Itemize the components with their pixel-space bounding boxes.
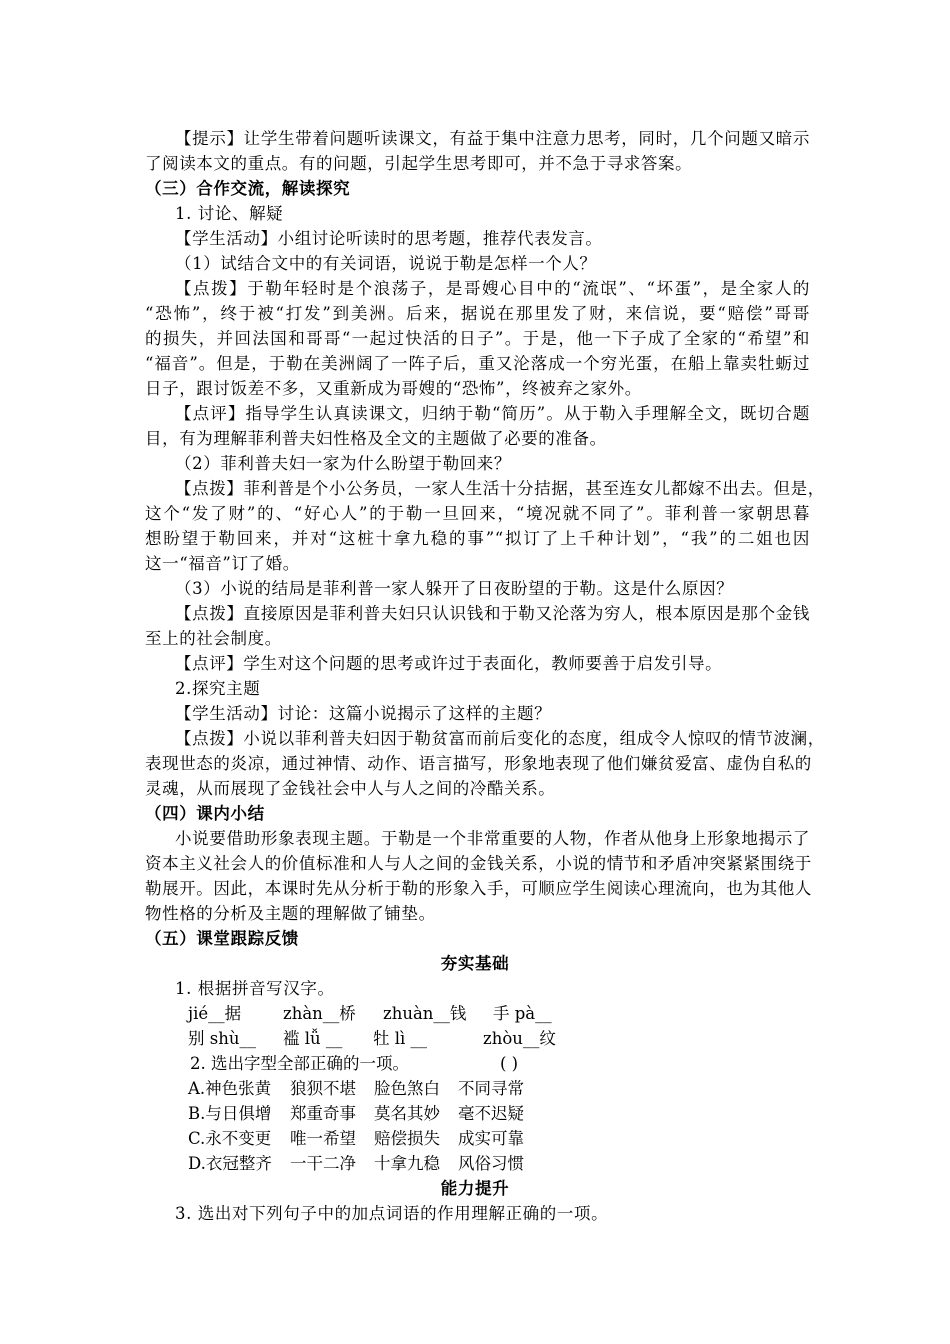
hint-paragraph-line-2: 了阅读本文的重点。有的问题，引起学生思考即可，并不急于寻求答案。 xyxy=(145,154,693,173)
summary-line-4: 物性格的分析及主题的理解做了铺垫。 xyxy=(145,904,436,923)
pinyin-item: 别 shù__ xyxy=(188,1029,256,1048)
option-c-word: 赔偿损失 xyxy=(374,1129,440,1148)
section-heading-5: （五）课堂跟踪反馈 xyxy=(145,929,299,948)
subsection-basic: 夯实基础 xyxy=(440,954,510,973)
pinyin-item: 手 pà__ xyxy=(493,1004,552,1023)
answer-2-line-2: 这个“发了财”的、“好心人”的于勒一旦回来，“境况就不同了”。菲利普一家朝思暮 xyxy=(145,504,810,523)
pinyin-item: 牡 lì __ xyxy=(373,1029,428,1048)
option-b-word: 莫名其妙 xyxy=(374,1104,440,1123)
option-a-word: 狼狈不堪 xyxy=(290,1079,356,1098)
option-d-word: 十拿九稳 xyxy=(374,1154,440,1173)
question-3-stem: 3. 选出对下列句子中的加点词语的作用理解正确的一项。 xyxy=(175,1204,609,1223)
question-3: （3）小说的结局是菲利普一家人躲开了日夜盼望的于勒。这是什么原因？ xyxy=(175,579,734,598)
option-a-word: 脸色煞白 xyxy=(374,1079,440,1098)
answer-theme-line-3: 灵魂，从而展现了金钱社会中人与人之间的冷酷关系。 xyxy=(145,779,556,798)
subheading-discuss: 1. 讨论、解疑 xyxy=(175,204,284,223)
option-d-word: 风俗习惯 xyxy=(458,1154,524,1173)
answer-theme-line-2: 表现世态的炎凉，通过神情、动作、语言描写，形象地表现了他们嫌贫爱富、虚伪自私的 xyxy=(145,754,812,773)
option-b-word: 毫不迟疑 xyxy=(458,1104,524,1123)
answer-3-line-2: 至上的社会制度。 xyxy=(145,629,282,648)
option-c-word: 成实可靠 xyxy=(458,1129,524,1148)
option-a-word: 不同寻常 xyxy=(458,1079,524,1098)
option-d-word: 一干二净 xyxy=(290,1154,356,1173)
option-a-word: A.神色张黄 xyxy=(188,1079,272,1098)
option-b-word: 郑重奇事 xyxy=(290,1104,356,1123)
pinyin-item: jié__据 xyxy=(188,1004,242,1023)
answer-2-line-1: 【点拨】菲利普是个小公务员，一家人生活十分拮据，甚至连女儿都嫁不出去。但是， xyxy=(175,479,825,498)
answer-1-line-3: 的损失，并回法国和哥哥“一起过快活的日子”。于是，他一下子成了全家的“希望”和 xyxy=(145,329,810,348)
comment-1-line-1: 【点评】指导学生认真读课文，归纳于勒“简历”。从于勒入手理解全文，既切合题 xyxy=(175,404,810,423)
answer-1-line-2: “恐怖”，终于被“打发”到美洲。后来，据说在那里发了财，来信说，要“赔偿”哥哥 xyxy=(145,304,810,323)
comment-1-line-2: 目，有为理解菲利普夫妇性格及全文的主题做了必要的准备。 xyxy=(145,429,607,448)
option-c-word: 唯一希望 xyxy=(290,1129,356,1148)
section-heading-3: （三）合作交流，解读探究 xyxy=(145,179,351,198)
answer-1-line-1: 【点拨】于勒年轻时是个浪荡子，是哥嫂心目中的“流氓”、“坏蛋”，是全家人的 xyxy=(175,279,810,298)
answer-parentheses: ( ) xyxy=(500,1054,519,1073)
student-activity-1: 【学生活动】小组讨论听读时的思考题，推荐代表发言。 xyxy=(175,229,603,248)
answer-1-line-4: “福音”。但是，于勒在美洲阔了一阵子后，重又沦落成一个穷光蛋，在船上靠卖牡蛎过 xyxy=(145,354,810,373)
question-2-stem: 2. 选出字型全部正确的一项。 xyxy=(190,1054,409,1073)
section-heading-4: （四）课内小结 xyxy=(145,804,265,823)
summary-line-1: 小说要借助形象表现主题。于勒是一个非常重要的人物，作者从他身上形象地揭示了 xyxy=(175,829,810,848)
answer-1-line-5: 日子，跟讨饭差不多，又重新成为哥嫂的“恐怖”，终被弃之家外。 xyxy=(145,379,642,398)
comment-3: 【点评】学生对这个问题的思考或许过于表面化，教师要善于启发引导。 xyxy=(175,654,723,673)
answer-theme-line-1: 【点拨】小说以菲利普夫妇因于勒贫富而前后变化的态度，组成令人惊叹的情节波澜， xyxy=(175,729,825,748)
student-activity-2: 【学生活动】讨论：这篇小说揭示了这样的主题？ xyxy=(175,704,552,723)
pinyin-item: zhuàn__钱 xyxy=(383,1004,467,1023)
answer-2-line-3: 想盼望于勒回来，并对“这桩十拿九稳的事”“拟订了上千种计划”，“我”的二姐也因 xyxy=(145,529,810,548)
question-pinyin: 1. 根据拼音写汉字。 xyxy=(175,979,335,998)
answer-3-line-1: 【点拨】直接原因是菲利普夫妇只认识钱和于勒又沦落为穷人，根本原因是那个金钱 xyxy=(175,604,810,623)
question-2: （2）菲利普夫妇一家为什么盼望于勒回来？ xyxy=(175,454,511,473)
answer-2-line-4: 这一“福音”订了婚。 xyxy=(145,554,300,573)
option-b-word: B.与日俱增 xyxy=(188,1104,272,1123)
option-d-word: D.衣冠整齐 xyxy=(188,1154,272,1173)
summary-line-3: 勒展开。因此，本课时先从分析于勒的形象入手，可顺应学生阅读心理流向，也为其他人 xyxy=(145,879,812,898)
subsection-advanced: 能力提升 xyxy=(440,1179,510,1198)
pinyin-item: zhòu__纹 xyxy=(483,1029,556,1048)
question-1: （1）试结合文中的有关词语，说说于勒是怎样一个人？ xyxy=(175,254,597,273)
hint-paragraph-line-1: 【提示】让学生带着问题听读课文，有益于集中注意力思考，同时，几个问题又暗示 xyxy=(175,129,810,148)
subheading-theme: 2.探究主题 xyxy=(175,679,261,698)
pinyin-item: zhàn__桥 xyxy=(283,1004,356,1023)
pinyin-item: 褴 lǚ __ xyxy=(283,1029,343,1048)
option-c-word: C.永不变更 xyxy=(188,1129,272,1148)
summary-line-2: 资本主义社会人的价值标准和人与人之间的金钱关系，小说的情节和矛盾冲突紧紧围绕于 xyxy=(145,854,812,873)
